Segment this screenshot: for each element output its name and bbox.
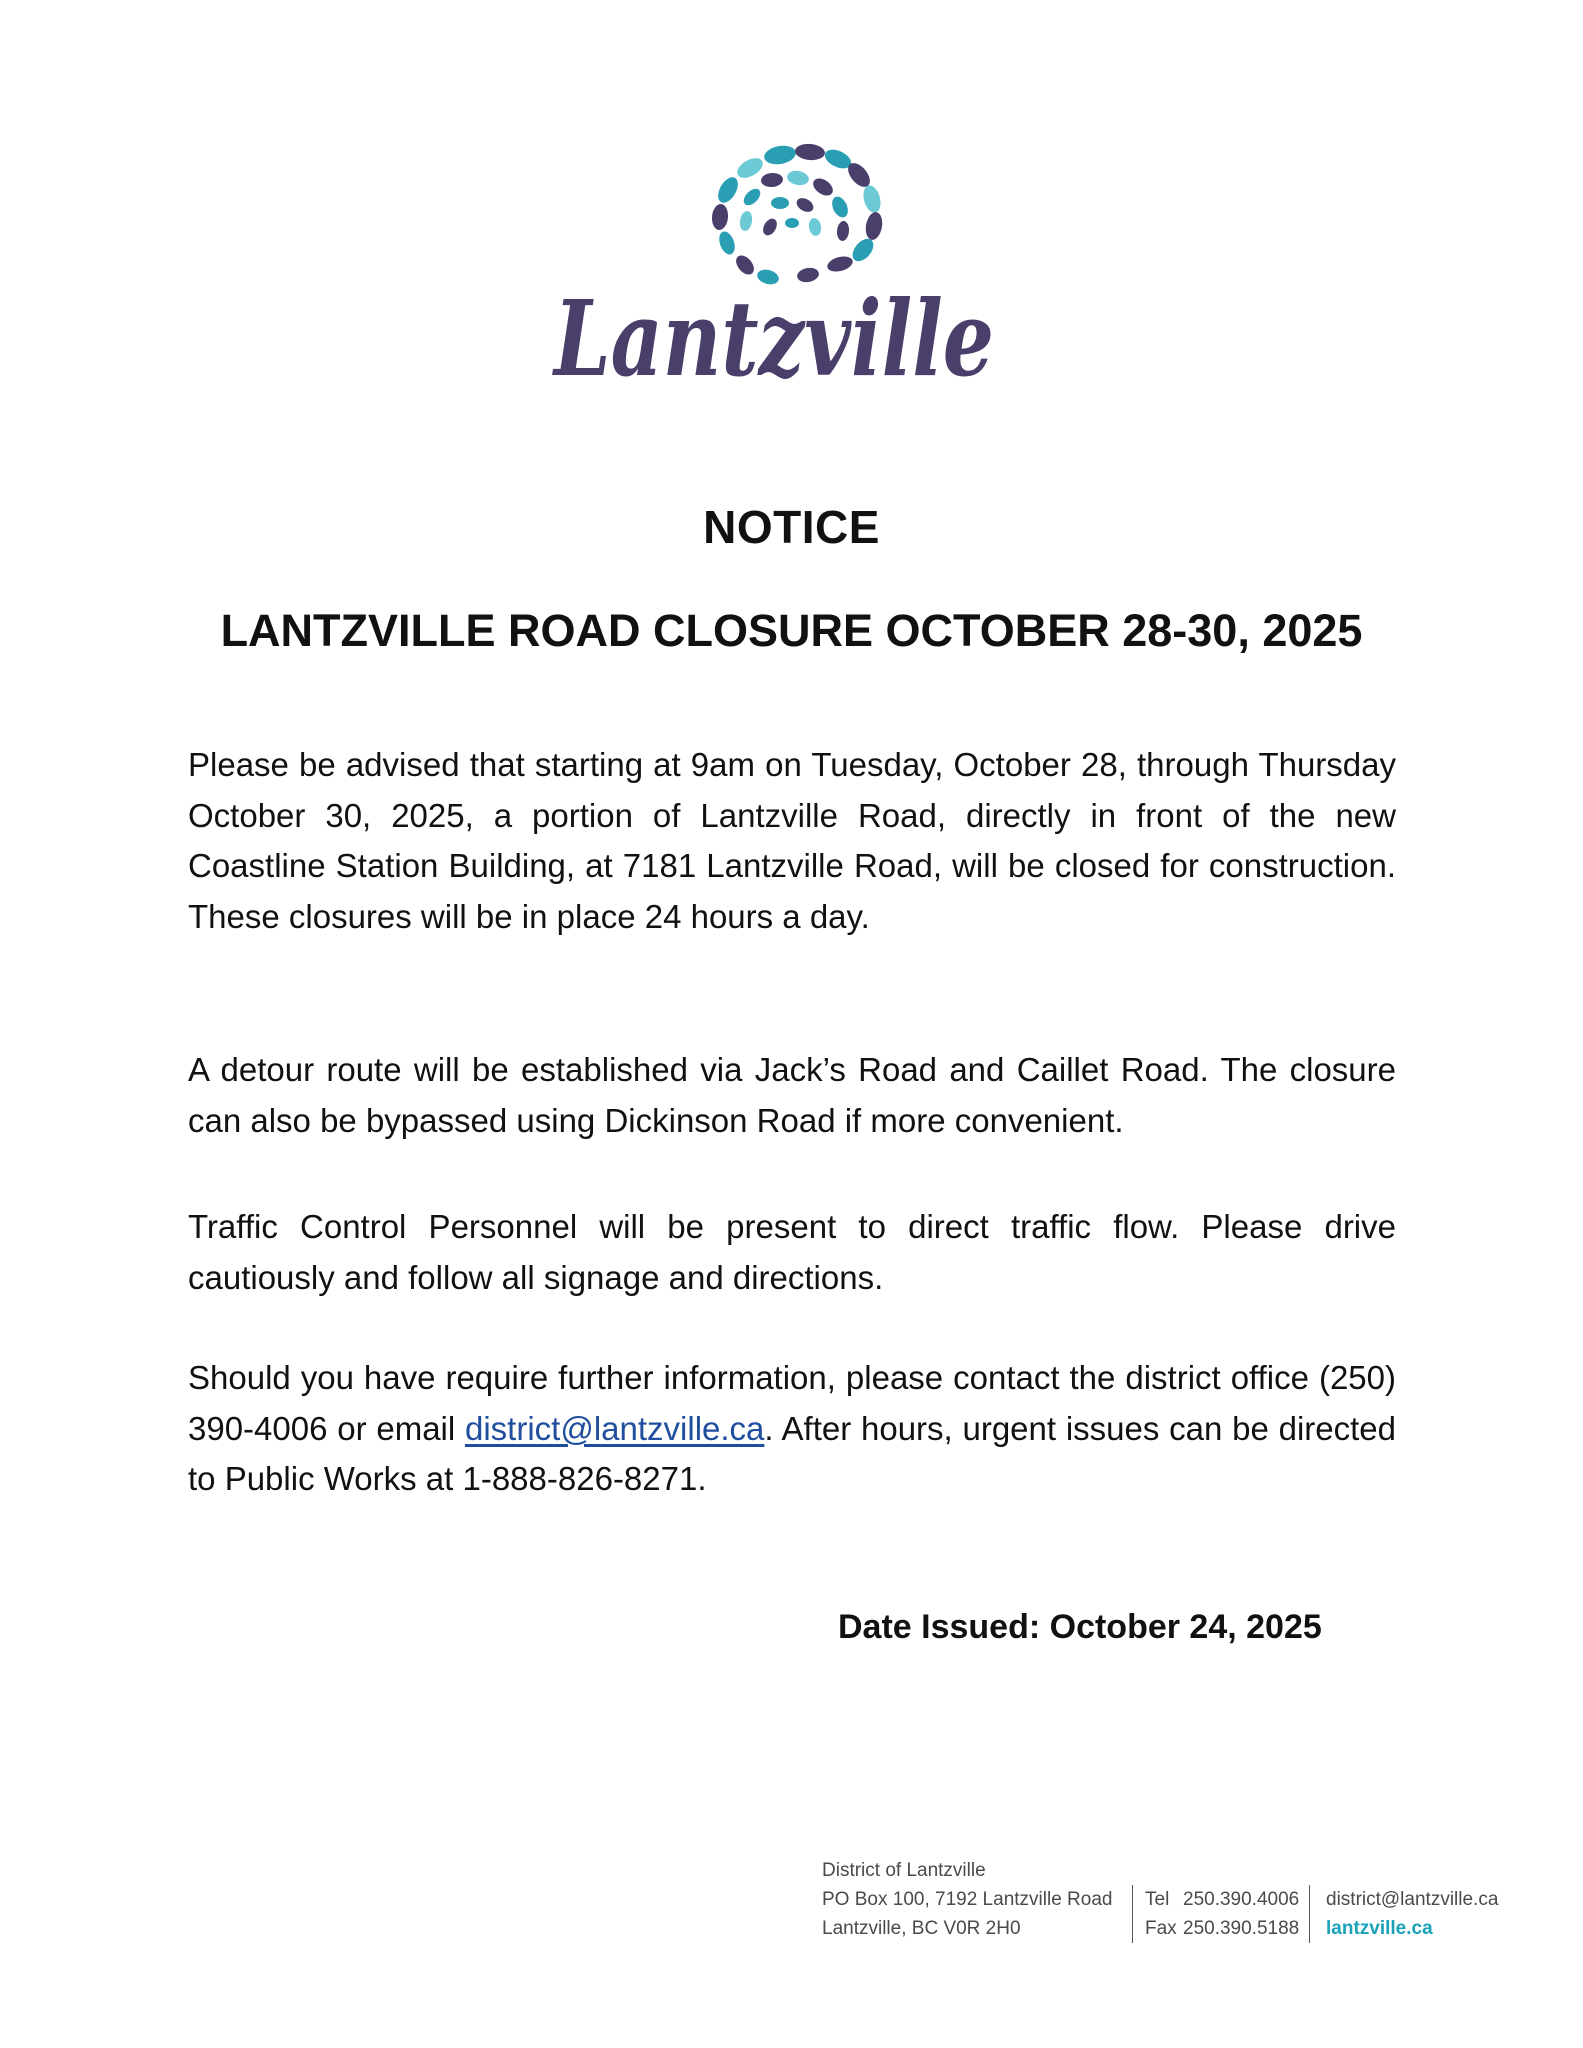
paragraph-contact-info	[188, 1353, 1396, 1505]
footer-email[interactable]: district@lantzville.ca	[1326, 1889, 1499, 1910]
notice-subtitle: LANTZVILLE ROAD CLOSURE OCTOBER 28-30, 2025	[220, 605, 1363, 656]
date-issued: Date Issued: October 24, 2025	[838, 1608, 1322, 1646]
district-email-link[interactable]: district@lantzville.ca	[464, 1409, 765, 1447]
footer-tel-line	[1145, 1885, 1299, 1914]
logo-wordmark: Lantzville	[551, 277, 994, 400]
wave-spiral-icon	[711, 143, 884, 287]
footer-fax-number: 250.390.5188	[1183, 1918, 1300, 1939]
paragraph-closure-details: Please be advised that starting at 9am on Tuesday, October 28, through Thursday October 30, 2025, a portion of Lantzville Road, directly in front of the new Coastline Station Building, at 7181 Lantzville Road, will be closed for construction. These closures will be in place 24 hours a day.	[188, 746, 1396, 935]
footer-tel-number[interactable]: 250.390.4006	[1183, 1889, 1300, 1910]
footer-address-line1: PO Box 100, 7192 Lantzville Road	[822, 1889, 1113, 1910]
contact-text-before: Should you have require further information, please contact the district office (250) 390-4006 or email	[188, 1359, 1396, 1447]
paragraph-detour-route: A detour route will be established via Jack’s Road and Caillet Road. The closure can also be bypassed using Dickinson Road if more convenient.	[188, 1051, 1396, 1139]
footer-website-link[interactable]: lantzville.ca	[1326, 1918, 1433, 1939]
footer-tel-label: Tel	[1145, 1889, 1170, 1910]
footer-fax-line	[1145, 1914, 1299, 1943]
notice-title: NOTICE	[703, 501, 880, 553]
footer-address-line2: Lantzville, BC V0R 2H0	[822, 1918, 1021, 1939]
footer-phone	[1132, 1885, 1299, 1943]
footer-address	[822, 1856, 1112, 1943]
contact-text-after: . After hours, urgent issues can be directed to Public Works at 1-888-826-8271.	[188, 1409, 1396, 1497]
lantzville-logo	[540, 135, 1010, 405]
paragraph-traffic-control: Traffic Control Personnel will be present to direct traffic flow. Please drive cautiously and follow all signage and directions.	[188, 1208, 1396, 1296]
footer-web	[1309, 1885, 1498, 1943]
footer-org-name: District of Lantzville	[822, 1860, 986, 1881]
footer-fax-label: Fax	[1145, 1918, 1177, 1939]
